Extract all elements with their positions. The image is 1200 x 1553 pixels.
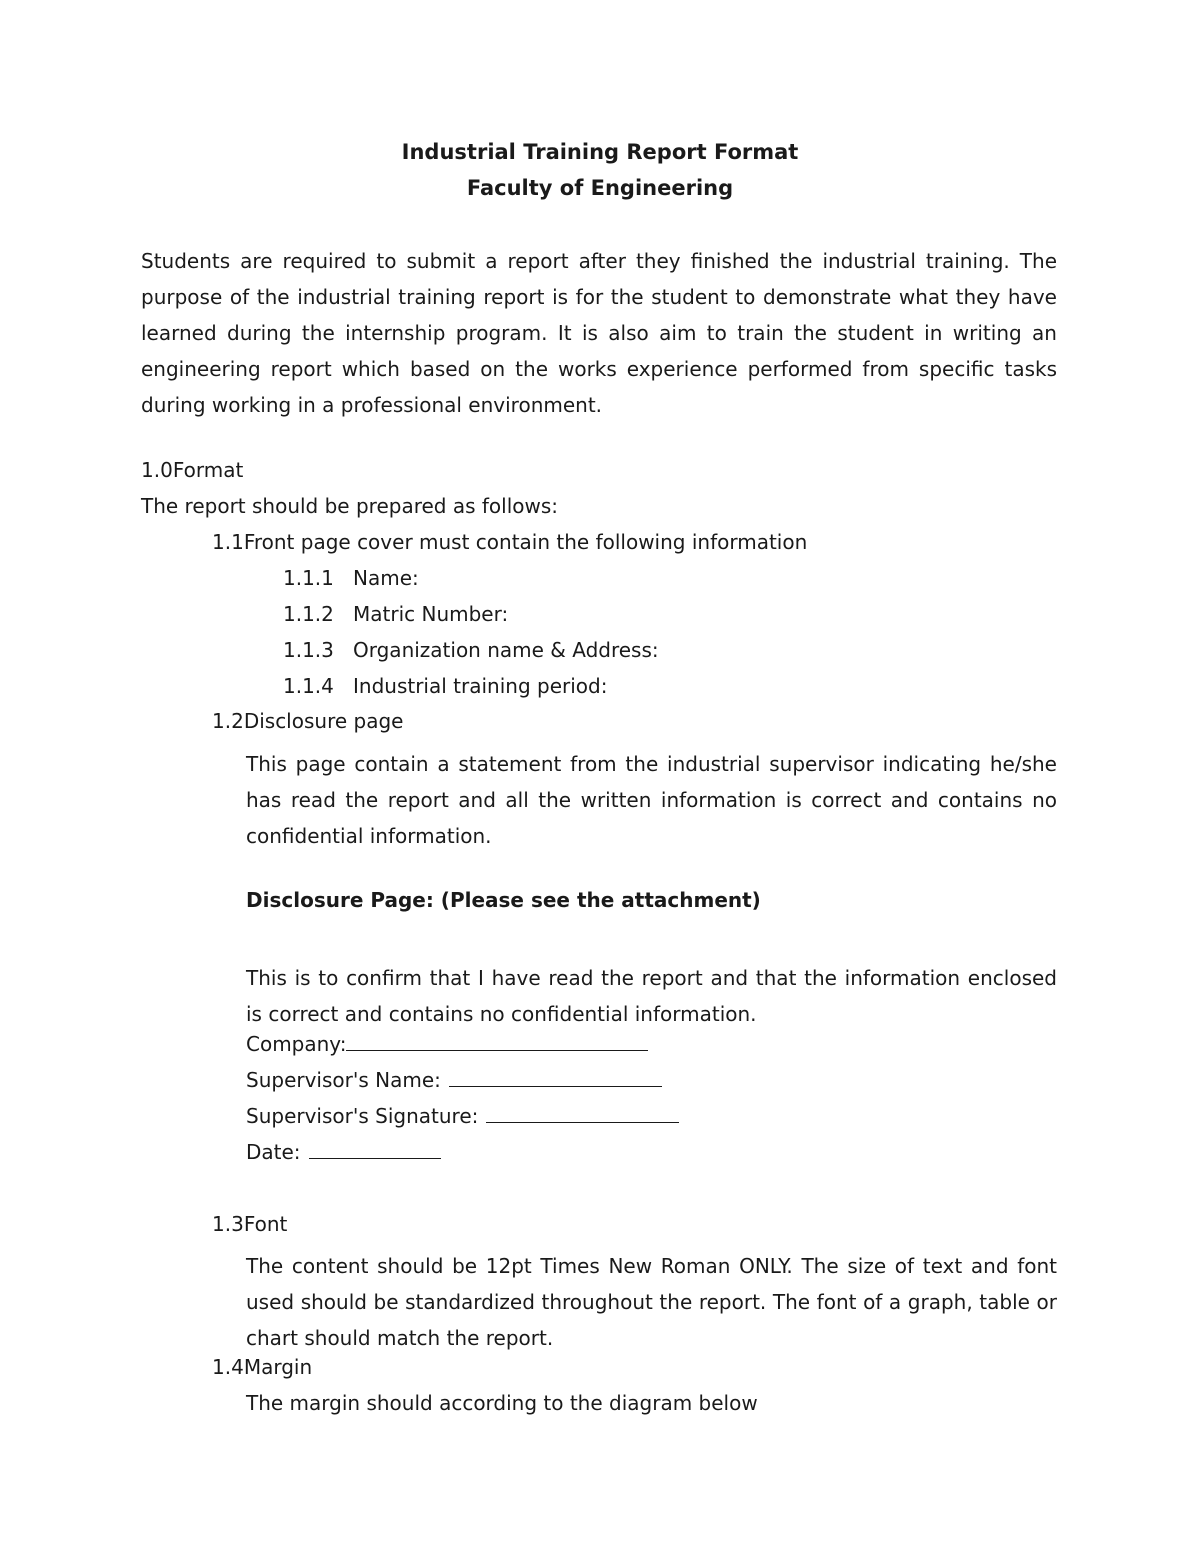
- section-1-3-number: 1.3: [212, 1212, 244, 1236]
- section-1-3-body: The content should be 12pt Times New Roman ONLY. The size of text and font used should be standardized throughout the report. The font of a graph, table or chart should match the report.: [246, 1254, 1057, 1350]
- section-1-2-body: This page contain a statement from the industrial supervisor indicating he/she has read the report and all the written information is correct and contains no confidential information.: [246, 752, 1057, 848]
- supervisor-signature-blank-line: [486, 1104, 679, 1123]
- section-1-2-heading: [212, 709, 403, 733]
- section-1-1-heading: [212, 530, 807, 554]
- section-1-2-title: Disclosure page: [243, 709, 404, 733]
- supervisor-name-field: [246, 1068, 662, 1092]
- page-subtitle: Faculty of Engineering: [466, 176, 734, 200]
- list-item-number: 1.1.2: [283, 602, 334, 626]
- section-1-2-number: 1.2: [212, 709, 244, 733]
- date-label: Date:: [246, 1140, 301, 1164]
- section-1-1-title: Front page cover must contain the following information: [243, 530, 808, 554]
- list-item-number: 1.1.1: [283, 566, 334, 590]
- list-item: [283, 674, 607, 698]
- section-1-4-number: 1.4: [212, 1355, 244, 1379]
- section-1-4-heading: [212, 1355, 312, 1379]
- supervisor-signature-field: [246, 1104, 679, 1128]
- section-1-4-body: The margin should according to the diagram below: [246, 1391, 758, 1415]
- supervisor-name-label: Supervisor's Name:: [246, 1068, 441, 1092]
- list-item-label: Industrial training period:: [353, 674, 608, 698]
- list-item-label: Matric Number:: [353, 602, 509, 626]
- page-title: Industrial Training Report Format: [401, 140, 799, 164]
- section-1-title: Format: [172, 458, 244, 482]
- list-item: [283, 566, 419, 590]
- section-1-1-number: 1.1: [212, 530, 244, 554]
- intro-paragraph: Students are required to submit a report after they finished the industrial training. The purpose of the industrial training report is for the student to demonstrate what they have learned during the internship program. It is also aim to train the student in writing an engineering report which based on the works experience performed from specific tasks during working in a professional environment.: [141, 249, 1057, 417]
- company-blank-line: [346, 1032, 648, 1051]
- supervisor-signature-label: Supervisor's Signature:: [246, 1104, 479, 1128]
- supervisor-name-blank-line: [449, 1068, 662, 1087]
- list-item: [283, 602, 508, 626]
- section-1-number: 1.0: [141, 458, 173, 482]
- section-1-lead: The report should be prepared as follows:: [141, 494, 559, 518]
- list-item-label: Organization name & Address:: [353, 638, 659, 662]
- disclosure-box-title: Disclosure Page: (Please see the attachment): [246, 888, 761, 912]
- list-item-number: 1.1.3: [283, 638, 334, 662]
- disclosure-confirm-text: This is to confirm that I have read the report and that the information enclosed is correct and contains no confidential information.: [246, 966, 1057, 1026]
- section-1-4-title: Margin: [243, 1355, 313, 1379]
- date-blank-line: [309, 1140, 441, 1159]
- list-item-number: 1.1.4: [283, 674, 334, 698]
- section-1-heading: [141, 458, 243, 482]
- list-item-label: Name:: [353, 566, 419, 590]
- company-field: [246, 1032, 648, 1056]
- date-field: [246, 1140, 441, 1164]
- section-1-3-title: Font: [243, 1212, 288, 1236]
- section-1-3-heading: [212, 1212, 287, 1236]
- company-label: Company:: [246, 1032, 347, 1056]
- list-item: [283, 638, 659, 662]
